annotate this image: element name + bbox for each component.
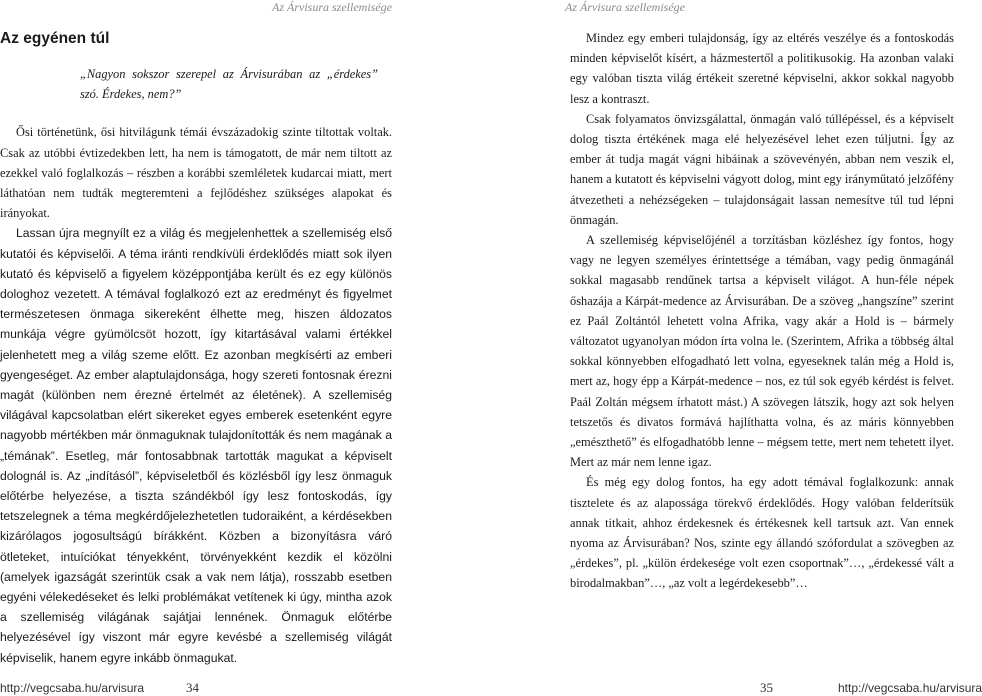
paragraph: Ősi történetünk, ősi hitvilágunk témái évszázadokig szinte tiltottak voltak. Csak az utóbbi évtizedekben lett, ha nem is támogatott, de már nem tiltott az ezekkel való foglalkozás – részben a korábbi szemléletek kudarcai miatt, mert láthatóan nem tudták megteremteni a fejlődéshez szükséges alapokat és irányokat. bbox=[0, 125, 392, 221]
right-page bbox=[480, 0, 982, 696]
paragraph: Csak folyamatos önvizsgálattal, önmagán való túllépéssel, és a képviselt dolog tiszta értékének maga elé helyezésével lehet ezen túljutni. Így az ember át tudja magát vágni hibáinak a szövevényén, abban nem veszik el, hanem a kutatott és képviselni vágyott dolog, mint egy irányműtató jelzőfény átvezetheti a nehézségeken – tulajdonságait lassan nemesítve túl tud lépni önmagán. bbox=[570, 111, 954, 227]
right-column bbox=[570, 28, 954, 594]
running-header-right: Az Árvisura szellemisége bbox=[565, 0, 685, 14]
paragraph: Lassan újra megnyílt ez a világ és megjelenhettek a szellemiség első kutatói és képviselői. A téma iránti rendkívüli érdeklődés miatt sok ilyen kutató és képviselő a figyelem középpontjába került és ez egy különös dologhoz vezetett. A témával foglalkozó ezt az eredményt és figyelmet természetesen önmaga sikereként élhette meg, hiszen áldozatos munkája végre gyümölcsöt hozott, így kitartásával valami értékkel jelenhetett meg a világ szeme előtt. Ez azonban megkísérti az emberi gyengeséget. Az ember alaptulajdonsága, hogy szereti fontosnak érezni magát (különben nem érezné értelmét az életének). A szellemiség világával kapcsolatban elért sikereket egyes emberek esetenként egyre nagyobb mértékben már önmaguknak tulajdonították és nem magának a „témának”. Esetleg, már fontosabbnak tartották magukat a képviselt dolognál is. Az „indításól”, képviseletből és közlésből így lesz önmaguk előtérbe helyezése, a tiszta szándékból így lesz fontoskodás, így tetszelegnek a téma megkérdőjelezhetetlen tudoraiként, a kérdésekben kizárólagos jogosultságú bírákként. Közben a bizonyításra váró ötleteket, intuíciókat tényekként, törvényekként kezdik el közölni (amelyek igazságát szerintük csak a vak nem látja), rosszabb esetben egyéni vélekedéseket és lelki problémákat vetítenek ki úgy, mintha azok a szellemiség világának sajátjai lennének. Önmaguk előtérbe helyezésével így viszont már egyre kevésbé a szellemiség világát képviselik, hanem egyre inkább önmagukat. bbox=[0, 226, 392, 665]
article-title: Az egyénen túl bbox=[0, 30, 110, 47]
footer-url-right: http://vegcsaba.hu/arvisura bbox=[838, 681, 982, 695]
paragraph: A szellemiség képviselőjénél a torzításban közléshez így fontos, hogy vagy ne legyen személyes érintettsége a témában, vagy pedig önmagánál sokkal magasabb rendűnek tartsa a képviselt világot. A hun-féle népek őshazája a Kárpát-medence az Árvisurában. De a szöveg „hangszíne” szerint ez Paál Zoltántól lehetett volna Afrika, vagy akár a Hold is – bármely változatot ugyanolyan módon írta volna le. (Szerintem, Afrika a többség által sokkal könnyebben elfogadható lett volna, egyeseknek talán még a Hold is, mert az, hogy épp a Kárpát-medence – nos, ez túl sok egyéb kérdést is felvet. Paál Zoltán mégsem írhatott mást.) A szövegen látszik, hogy azt sok helyen tetszetős és divatos formává hajlíthatta volna, és az máris könnyebben „emészthető” és elfogadhatóbb lenne – mégsem tette, mert nem tehetett ilyet. Mert az már nem lenne igaz. bbox=[570, 233, 954, 470]
page-number-left: 34 bbox=[186, 680, 199, 695]
epigraph-quote: „Nagyon sokszor szerepel az Árvisurában az „érdekes” szó. Érdekes, nem?” bbox=[80, 67, 378, 102]
paragraph: Mindez egy emberi tulajdonság, így az eltérés veszélye és a fontoskodás minden képviselőt kísért, a házmestertől a politikusokig. Ha azonban valaki egy valóban tiszta világ értékeit szeretné képviselni, akkor sokkal nagyobb lesz a kontraszt. bbox=[570, 31, 954, 106]
left-column bbox=[0, 28, 392, 668]
footer-url-left: http://vegcsaba.hu/arvisura bbox=[0, 681, 145, 695]
running-header-left: Az Árvisura szellemisége bbox=[272, 0, 392, 14]
paragraph: És még egy dolog fontos, ha egy adott témával foglalkozunk: annak tisztelete és az alapossága törekvő érdeklődés. Hogy valóban felderítsük annak titkait, ahhoz érdekesnek és értékesnek kell tartsuk azt. Van ennek nyoma az Árvisurában? Nos, szinte egy állandó szófordulat a szövegben az „érdekes”, pl. „külön érdekesége volt ezen csoportnak”…, „érdekessé vált a birodalmakban”…, „az volt a legérdekesebb”… bbox=[570, 475, 954, 591]
left-page bbox=[0, 0, 480, 696]
page-number-right: 35 bbox=[760, 680, 773, 695]
